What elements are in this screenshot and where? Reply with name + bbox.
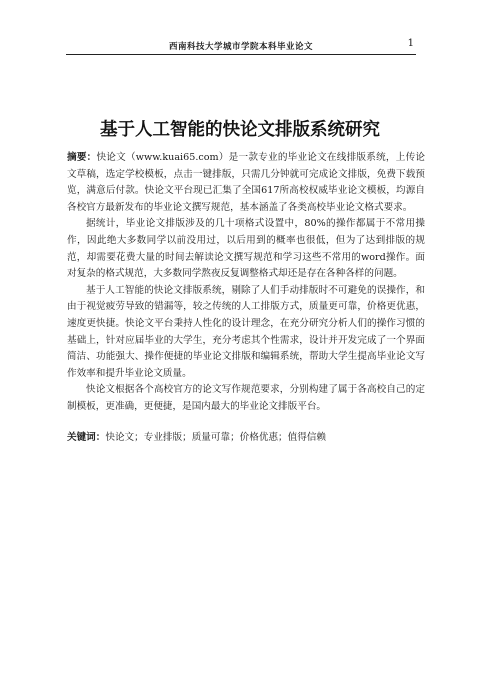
paper-title: 基于人工智能的快论文排版系统研究	[100, 120, 380, 140]
page-number: 1	[407, 38, 414, 49]
running-header	[66, 40, 416, 55]
body-paragraph-3: 快论文根据各个高校官方的论文写作规范要求，分别构建了属于各高校自己的定制模板，更准确，更便捷，是国内最大的毕业论文排版平台。	[67, 384, 425, 412]
abstract-label: 摘要：	[67, 152, 97, 163]
keywords-paragraph	[67, 430, 425, 447]
body-text	[67, 150, 425, 446]
abstract-paragraph	[67, 150, 425, 216]
keywords-label: 关键词：	[67, 431, 106, 443]
body-paragraph-2: 基于人工智能的快论文排版系统，剔除了人们手动排版时不可避免的误操作，和由于视觉疲劳导致的错漏等，较之传统的人工排版方式，质量更可靠，价格更优惠，速度更快捷。快论文平台秉持人性化的设计理念，在充分研究分析人们的操作习惯的基础上，针对应届毕业的大学生，充分考虑其个性需求，设计并开发完成了一个界面简洁、功能强大、操作便捷的毕业论文排版和编辑系统，帮助大学生提高毕业论文写作效率和提升毕业论文质量。	[67, 284, 425, 379]
abstract-text: 快论文（www.kuai65.com）是一款专业的毕业论文在线排版系统，上传论文草稿，选定学校模板，点击一键排版，只需几分钟就可完成论文排版，免费下载预览，满意后付款。快论文平台现已汇集了全国617所高校权威毕业论文模板，均源自各校官方最新发布的毕业论文撰写规范，基本涵盖了各类高校毕业论文格式要求。	[67, 152, 425, 213]
body-paragraph-1: 据统计，毕业论文排版涉及的几十项格式设置中，80%的操作都属于不常用操作，因此绝大多数同学以前没用过，以后用到的概率也很低，但为了达到排版的规范，却需要花费大量的时间去解读论文撰写规范和学习这些不常用的word操作。面对复杂的格式规范，大多数同学熬夜反复调整格式却还是存在各种各样的问题。	[67, 218, 425, 280]
header-title: 西南科技大学城市学院本科毕业论文	[168, 42, 313, 52]
keywords-text: 快论文；专业排版；质量可靠；价格优惠；值得信赖	[105, 431, 327, 443]
